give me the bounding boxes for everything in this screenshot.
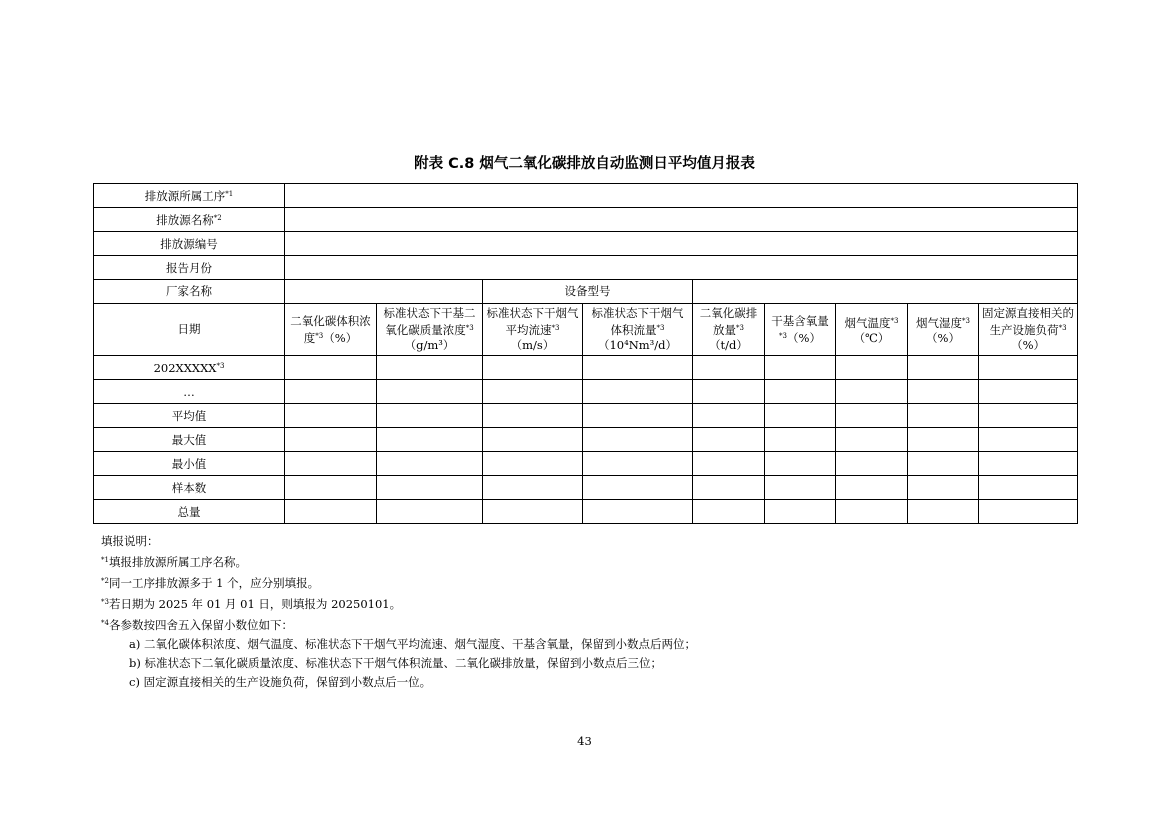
table-row [94, 476, 1078, 500]
row-label-text: 样本数 [171, 481, 207, 495]
column-header-text: 标准状态下干烟气体积流量 [591, 306, 684, 337]
data-cell[interactable] [483, 476, 583, 500]
data-cell[interactable] [285, 404, 377, 428]
data-cell[interactable] [836, 356, 908, 380]
info-label-text: 报告月份 [166, 261, 212, 275]
data-cell[interactable] [583, 476, 693, 500]
note-item [101, 614, 1081, 635]
data-cell[interactable] [765, 476, 836, 500]
info-row [94, 256, 1078, 280]
filling-notes [101, 532, 1081, 692]
data-cell[interactable] [693, 404, 765, 428]
column-header-unit: （t/d） [709, 338, 748, 352]
column-header-footnote-mark: *3 [962, 316, 970, 325]
row-label [94, 476, 285, 500]
info-label-text: 排放源编号 [160, 237, 218, 251]
column-header-text: 烟气温度 [844, 315, 891, 330]
manufacturer-row [94, 280, 1078, 304]
row-label [94, 428, 285, 452]
data-cell[interactable] [483, 404, 583, 428]
row-label-footnote-mark: *3 [216, 362, 225, 370]
info-label-text: 排放源名称 [156, 213, 214, 227]
info-row [94, 208, 1078, 232]
data-cell[interactable] [285, 500, 377, 524]
page-number: 43 [577, 734, 592, 748]
data-cell[interactable] [836, 428, 908, 452]
column-header-text: 标准状态下干基二氧化碳质量浓度 [383, 306, 476, 337]
column-header-unit: （%） [323, 330, 358, 345]
data-cell[interactable] [285, 476, 377, 500]
data-cell[interactable] [483, 380, 583, 404]
data-cell[interactable] [908, 356, 979, 380]
table-row [94, 500, 1078, 524]
data-cell[interactable] [285, 380, 377, 404]
note-text: 各参数按四舍五入保留小数位如下： [108, 618, 293, 632]
note-text: 同一工序排放源多于 1 个，应分别填报。 [108, 576, 320, 590]
column-header-footnote-mark: *3 [551, 324, 560, 332]
note-text: 若日期为 2025 年 01 月 01 日，则填报为 20250101。 [108, 597, 402, 611]
data-cell[interactable] [908, 428, 979, 452]
info-label [94, 208, 285, 232]
info-label-text: 排放源所属工序 [144, 189, 226, 203]
column-header-unit: （%） [787, 330, 821, 345]
column-header-text: 二氧化碳体积浓度 [290, 313, 371, 345]
data-cell[interactable] [979, 452, 1078, 476]
info-label [94, 232, 285, 256]
data-cell[interactable] [908, 404, 979, 428]
column-header [836, 304, 908, 356]
row-label-text: 平均值 [171, 409, 207, 423]
data-cell[interactable] [377, 428, 483, 452]
data-cell[interactable] [836, 404, 908, 428]
column-header-text: 二氧化碳排放量 [699, 306, 758, 337]
data-cell[interactable] [836, 452, 908, 476]
note-text: 填报排放源所属工序名称。 [108, 555, 247, 569]
column-header-text: 固定源直接相关的生产设施负荷 [982, 306, 1075, 337]
note-footnote-mark: *4 [101, 619, 109, 627]
data-cell[interactable] [765, 500, 836, 524]
data-cell[interactable] [583, 356, 693, 380]
column-header [285, 304, 377, 356]
data-cell[interactable] [979, 500, 1078, 524]
column-header-footnote-mark: *3 [890, 316, 899, 325]
data-cell[interactable] [979, 356, 1078, 380]
data-cell[interactable] [979, 428, 1078, 452]
column-header-unit: （%） [926, 330, 960, 345]
info-value-cell[interactable] [285, 256, 1078, 280]
note-item [101, 551, 1081, 572]
column-header [765, 304, 836, 356]
note-item [101, 593, 1081, 614]
data-cell[interactable] [583, 452, 693, 476]
data-cell[interactable] [483, 428, 583, 452]
date-header: 日期 [94, 304, 285, 356]
row-label [94, 380, 285, 404]
column-header [483, 304, 583, 356]
column-header-footnote-mark: *3 [315, 331, 324, 340]
data-cell[interactable] [693, 452, 765, 476]
monthly-report-table [93, 183, 1078, 524]
info-label [94, 256, 285, 280]
data-cell[interactable] [377, 404, 483, 428]
model-value-cell[interactable] [693, 280, 1078, 304]
column-header-footnote-mark: *3 [465, 324, 474, 332]
data-cell[interactable] [836, 476, 908, 500]
column-header-text: 标准状态下干烟气平均流速 [486, 306, 579, 337]
data-cell[interactable] [979, 404, 1078, 428]
note-sub-item: c) 固定源直接相关的生产设施负荷，保留到小数点后一位。 [129, 675, 432, 689]
data-cell[interactable] [285, 428, 377, 452]
row-label-text: … [183, 385, 195, 399]
note-sub-item: b) 标准状态下二氧化碳质量浓度、标准状态下干烟气体积流量、二氧化碳排放量，保留到小数点后三位； [129, 656, 662, 670]
note-footnote-mark: *3 [101, 598, 109, 606]
row-label-text: 最小值 [171, 457, 207, 471]
data-cell[interactable] [583, 428, 693, 452]
data-cell[interactable] [765, 404, 836, 428]
notes-heading: 填报说明： [101, 534, 159, 548]
data-cell[interactable] [377, 476, 483, 500]
row-label [94, 356, 285, 380]
row-label-text: 总量 [177, 505, 201, 519]
data-cell[interactable] [483, 356, 583, 380]
column-header-footnote-mark: *3 [1058, 324, 1067, 332]
data-cell[interactable] [377, 500, 483, 524]
data-cell[interactable] [979, 380, 1078, 404]
data-cell[interactable] [908, 452, 979, 476]
model-label: 设备型号 [483, 280, 693, 304]
column-header [377, 304, 483, 356]
data-cell[interactable] [483, 452, 583, 476]
column-header [583, 304, 693, 356]
column-header-footnote-mark: *3 [656, 324, 665, 332]
data-cell[interactable] [377, 452, 483, 476]
column-header [908, 304, 979, 356]
column-header-text: 干基含氧量 [771, 313, 829, 328]
data-cell[interactable] [979, 476, 1078, 500]
data-cell[interactable] [693, 500, 765, 524]
info-label [94, 184, 285, 208]
column-header-footnote-mark: *3 [736, 324, 744, 332]
data-cell[interactable] [693, 428, 765, 452]
data-cell[interactable] [693, 476, 765, 500]
table-row [94, 404, 1078, 428]
row-label-text: 最大值 [171, 433, 207, 447]
manufacturer-value-cell[interactable] [285, 280, 483, 304]
data-cell[interactable] [583, 500, 693, 524]
note-sub-item: a) 二氧化碳体积浓度、烟气温度、标准状态下干烟气平均流速、烟气湿度、干基含氧量，保留到小数点后两位； [129, 637, 696, 651]
data-cell[interactable] [765, 356, 836, 380]
note-item [101, 572, 1081, 593]
page-title: 附表 C.8 烟气二氧化碳排放自动监测日平均值月报表 [414, 156, 755, 172]
data-cell[interactable] [693, 380, 765, 404]
data-cell[interactable] [377, 380, 483, 404]
column-header-footnote-mark: *3 [779, 331, 788, 340]
info-value-cell[interactable] [285, 208, 1078, 232]
data-cell[interactable] [693, 356, 765, 380]
info-value-cell[interactable] [285, 184, 1078, 208]
column-header-unit: （℃） [853, 330, 890, 345]
info-value-cell[interactable] [285, 232, 1078, 256]
data-cell[interactable] [908, 380, 979, 404]
data-cell[interactable] [285, 356, 377, 380]
column-header-text: 烟气湿度 [916, 315, 963, 330]
row-label-text: 202XXXXX [153, 361, 217, 375]
info-row [94, 232, 1078, 256]
info-row [94, 184, 1078, 208]
data-cell[interactable] [836, 500, 908, 524]
data-cell[interactable] [908, 500, 979, 524]
table-row [94, 380, 1078, 404]
note-footnote-mark: *2 [101, 577, 109, 585]
table-row [94, 428, 1078, 452]
column-header [693, 304, 765, 356]
row-label [94, 500, 285, 524]
column-header-unit: （10⁴Nm³/d） [597, 338, 678, 352]
data-cell[interactable] [765, 452, 836, 476]
manufacturer-label: 厂家名称 [94, 280, 285, 304]
column-header-unit: （m/s） [510, 338, 555, 352]
data-cell[interactable] [908, 476, 979, 500]
row-label [94, 452, 285, 476]
data-cell[interactable] [285, 452, 377, 476]
column-header-row [94, 304, 1078, 356]
row-label [94, 404, 285, 428]
info-label-footnote-mark: *1 [225, 190, 234, 198]
table-row [94, 452, 1078, 476]
data-cell[interactable] [765, 428, 836, 452]
info-label-footnote-mark: *2 [213, 214, 222, 222]
data-cell[interactable] [765, 380, 836, 404]
table-row [94, 356, 1078, 380]
column-header-unit: （g/m³） [404, 338, 455, 352]
data-cell[interactable] [377, 356, 483, 380]
note-footnote-mark: *1 [101, 556, 109, 564]
column-header [979, 304, 1078, 356]
data-cell[interactable] [583, 404, 693, 428]
column-header-unit: （%） [1011, 338, 1046, 352]
data-cell[interactable] [583, 380, 693, 404]
data-cell[interactable] [836, 380, 908, 404]
data-cell[interactable] [483, 500, 583, 524]
